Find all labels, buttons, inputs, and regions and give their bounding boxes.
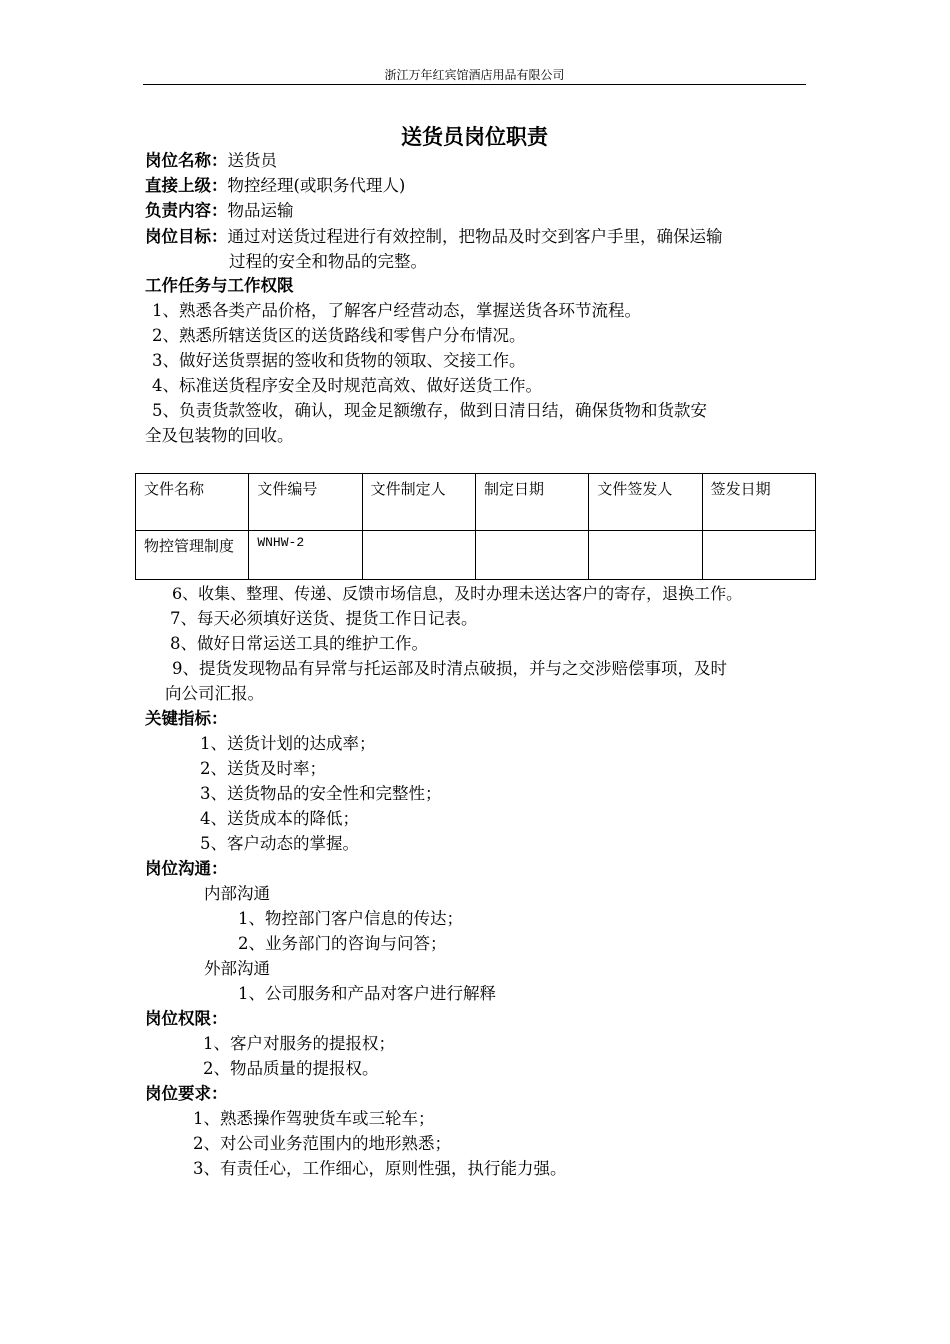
requirement-item: 2、对公司业务范围内的地形熟悉；	[193, 1134, 451, 1153]
task-item: 8、做好日常运送工具的维护工作。	[170, 634, 428, 653]
task-item: 4、标准送货程序安全及时规范高效、做好送货工作。	[152, 376, 542, 395]
table-cell: 物控管理制度	[136, 531, 249, 580]
info-supervisor	[145, 173, 405, 198]
table-header-cell: 文件签发人	[589, 474, 702, 531]
info-label: 岗位名称：	[145, 151, 228, 170]
authority-item: 2、物品质量的提报权。	[203, 1059, 379, 1078]
comm-item: 2、业务部门的咨询与问答；	[238, 934, 447, 953]
comm-heading: 岗位沟通：	[145, 859, 228, 878]
header-company: 浙江万年红宾馆酒店用品有限公司	[384, 68, 565, 82]
info-value: 物控经理(或职务代理人)	[227, 176, 406, 195]
table-header-cell: 文件名称	[136, 474, 249, 531]
requirements-heading: 岗位要求：	[145, 1084, 228, 1103]
task-item: 2、熟悉所辖送货区的送货路线和零售户分布情况。	[152, 326, 526, 345]
kpi-item: 5、客户动态的掌握。	[200, 834, 359, 853]
table-cell	[475, 531, 588, 580]
task-item-cont: 向公司汇报。	[165, 684, 264, 703]
goal-text: 通过对送货过程进行有效控制，把物品及时交到客户手里，确保运输	[227, 227, 723, 246]
kpi-heading: 关键指标：	[145, 709, 228, 728]
info-label: 直接上级：	[145, 176, 228, 195]
kpi-item: 2、送货及时率；	[200, 759, 326, 778]
table-header-cell: 文件制定人	[362, 474, 475, 531]
info-value: 送货员	[227, 151, 277, 170]
table-header-cell: 文件编号	[249, 474, 362, 531]
task-item: 3、做好送货票据的签收和货物的领取、交接工作。	[152, 351, 526, 370]
task-item: 7、每天必须填好送货、提货工作日记表。	[170, 609, 478, 628]
comm-item: 1、物控部门客户信息的传达；	[238, 909, 463, 928]
info-value: 物品运输	[227, 201, 294, 220]
info-position-name	[145, 148, 277, 173]
info-responsibility	[145, 198, 294, 223]
authority-heading: 岗位权限：	[145, 1009, 228, 1028]
goal-line2: 过程的安全和物品的完整。	[229, 252, 427, 271]
comm-item: 1、公司服务和产品对客户进行解释	[238, 984, 496, 1003]
comm-external-label: 外部沟通	[204, 959, 270, 978]
kpi-item: 4、送货成本的降低；	[200, 809, 359, 828]
tasks-heading: 工作任务与工作权限	[145, 276, 294, 295]
task-item: 6、收集、整理、传递、反馈市场信息，及时办理未送达客户的寄存，退换工作。	[172, 584, 743, 603]
task-item: 9、提货发现物品有异常与托运部及时清点破损，并与之交涉赔偿事项，及时	[172, 659, 727, 678]
header-rule	[143, 84, 806, 85]
task-item: 1、熟悉各类产品价格，了解客户经营动态，掌握送货各环节流程。	[152, 301, 641, 320]
table-cell	[362, 531, 475, 580]
goal-label: 岗位目标：	[145, 227, 228, 246]
requirement-item: 3、有责任心，工作细心，原则性强，执行能力强。	[193, 1159, 567, 1178]
kpi-item: 1、送货计划的达成率；	[200, 734, 376, 753]
kpi-item: 3、送货物品的安全性和完整性；	[200, 784, 442, 803]
document-info-table	[135, 473, 816, 580]
table-cell	[702, 531, 815, 580]
table-header-cell: 制定日期	[475, 474, 588, 531]
requirement-item: 1、熟悉操作驾驶货车或三轮车；	[193, 1109, 435, 1128]
task-item-cont: 全及包装物的回收。	[145, 426, 294, 445]
info-label: 负责内容：	[145, 201, 228, 220]
table-header-cell: 签发日期	[702, 474, 815, 531]
comm-internal-label: 内部沟通	[204, 884, 270, 903]
goal-line1	[145, 224, 723, 249]
authority-item: 1、客户对服务的提报权；	[203, 1034, 395, 1053]
table-cell	[589, 531, 702, 580]
task-item: 5、负责货款签收，确认，现金足额缴存，做到日清日结，确保货物和货款安	[152, 401, 707, 420]
page-title: 送货员岗位职责	[401, 124, 548, 149]
table-cell: WNHW-2	[249, 531, 362, 580]
